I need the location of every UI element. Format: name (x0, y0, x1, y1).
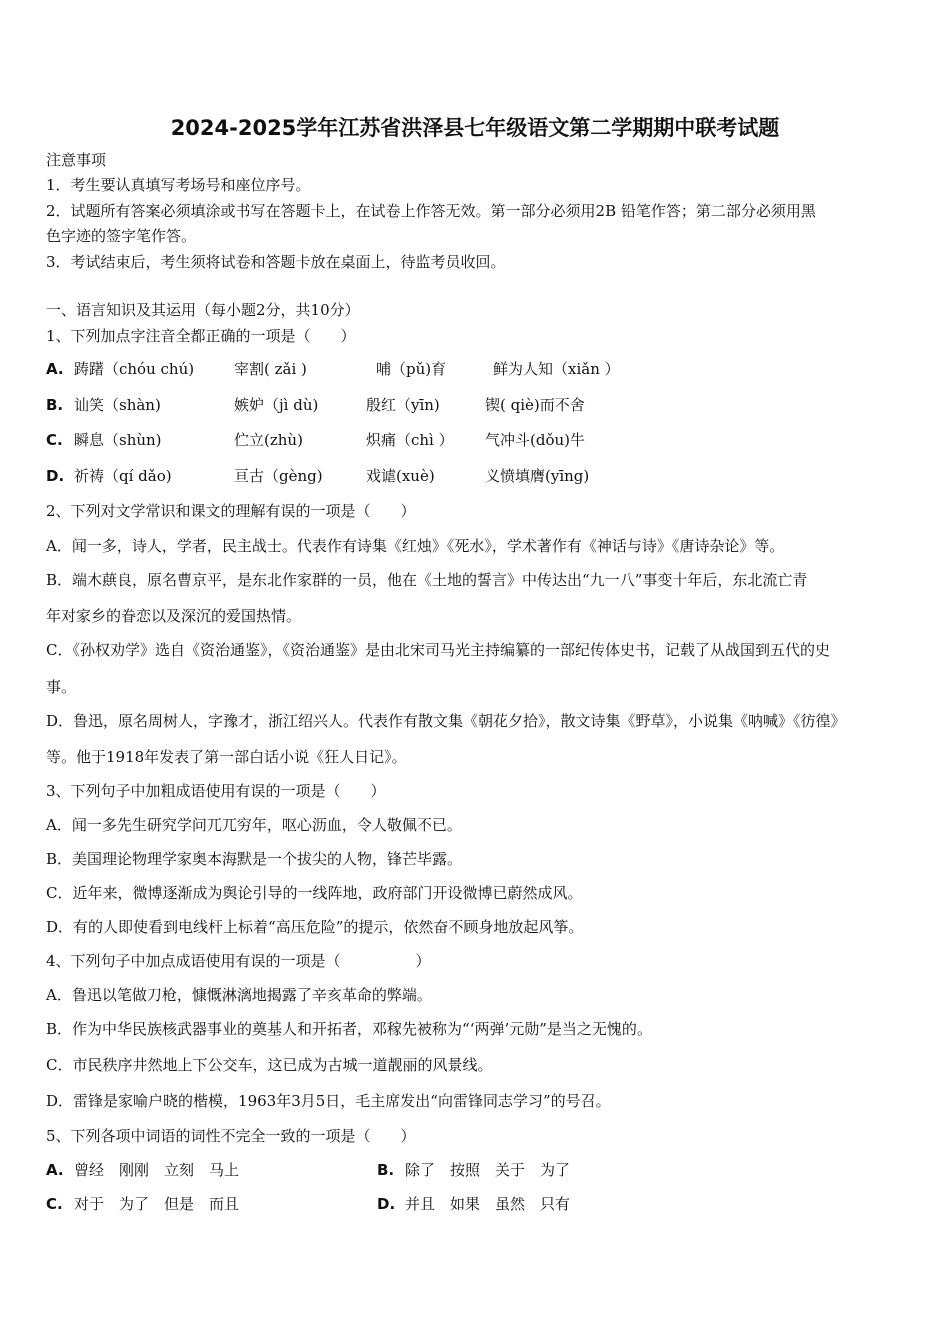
q3-option-c: C．近年来，微博逐渐成为舆论引导的一线阵地，政府部门开设微博已蔚然成风。 (46, 884, 583, 902)
question-5-stem: 5、下列各项中词语的词性不完全一致的一项是（ ） (46, 1127, 416, 1145)
q2-option-d-line2: 等。他于1918年发表了第一部白话小说《狂人日记》。 (46, 748, 407, 766)
notice-item: 色字迹的签字笔作答。 (46, 227, 197, 245)
option-item: 踌躇（chóu chú) (74, 360, 195, 378)
notice-item: 3．考试结束后，考生须将试卷和答题卡放在桌面上，待监考员收回。 (46, 253, 506, 271)
notice-item: 2．试题所有答案必须填涂或书写在答题卡上，在试卷上作答无效。第一部分必须用2B 铅笔作答；第二部分必须用黑 (46, 202, 816, 220)
question-1-stem: 1、下列加点字注音全都正确的一项是（ ） (46, 327, 356, 345)
q4-option-c: C．市民秩序井然地上下公交车，这已成为古城一道靓丽的风景线。 (46, 1056, 493, 1074)
question-4-stem: 4、下列句子中加点成语使用有误的一项是（ ） (46, 952, 431, 970)
notice-heading: 注意事项 (46, 151, 107, 169)
option-item: 瞬息（shùn) (74, 431, 162, 449)
option-label: C. (46, 1195, 63, 1213)
option-item: 戏谑(xuè) (366, 467, 435, 485)
q4-option-d: D．雷锋是家喻户晓的楷模，1963年3月5日，毛主席发出“向雷锋同志学习”的号召。 (46, 1092, 611, 1110)
option-item: 炽痛（chì ） (366, 431, 454, 449)
option-label: C. (46, 431, 63, 449)
option-item: 祈祷（qí dǎo) (74, 467, 172, 485)
option-label: B. (46, 396, 64, 414)
option-words: 并且 如果 虽然 只有 (405, 1195, 571, 1213)
q2-option-b-line1: B．端木蕻良，原名曹京平，是东北作家群的一员，他在《土地的誓言》中传达出“九一八”事变十年后，东北流亡青 (46, 571, 808, 589)
q2-option-a: A．闻一多，诗人，学者，民主战士。代表作有诗集《红烛》《死水》，学术著作有《神话与诗》《唐诗杂论》等。 (46, 537, 785, 555)
option-label: D. (46, 467, 65, 485)
option-item: 宰割( zǎi ) (234, 360, 307, 378)
q2-option-c-line1: C．《孙权劝学》选自《资治通鉴》，《资治通鉴》是由北宋司马光主持编纂的一部纪传体史书，记载了从战国到五代的史 (46, 641, 830, 659)
question-2-stem: 2、下列对文学常识和课文的理解有误的一项是（ ） (46, 502, 416, 520)
section-heading: 一、语言知识及其运用（每小题2分，共10分） (46, 301, 360, 319)
option-label: B. (377, 1161, 395, 1179)
option-words: 除了 按照 关于 为了 (405, 1161, 571, 1179)
q2-option-c-line2: 事。 (46, 678, 77, 696)
option-item: 伫立(zhù) (234, 431, 303, 449)
page-title: 2024-2025学年江苏省洪泽县七年级语文第二学期期中联考试题 (170, 116, 780, 140)
notice-item: 1．考生要认真填写考场号和座位序号。 (46, 176, 311, 194)
option-item: 气冲斗(dǒu)牛 (485, 431, 585, 449)
option-label: A. (46, 1161, 64, 1179)
q2-option-d-line1: D．鲁迅，原名周树人，字豫才，浙江绍兴人。代表作有散文集《朝花夕拾》，散文诗集《野草》，小说集《呐喊》《彷徨》 (46, 712, 846, 730)
option-words: 曾经 刚刚 立刻 马上 (74, 1161, 240, 1179)
option-label: A. (46, 360, 64, 378)
q3-option-b: B．美国理论物理学家奥本海默是一个拔尖的人物，锋芒毕露。 (46, 850, 463, 868)
option-item: 锲( qiè)而不舍 (485, 396, 585, 414)
q3-option-a: A．闻一多先生研究学问兀兀穷年，呕心沥血，令人敬佩不已。 (46, 816, 462, 834)
q4-option-a: A．鲁迅以笔做刀枪，慷慨淋漓地揭露了辛亥革命的弊端。 (46, 986, 432, 1004)
question-3-stem: 3、下列句子中加粗成语使用有误的一项是（ ） (46, 782, 386, 800)
q3-option-d: D．有的人即使看到电线杆上标着“高压危险”的提示，依然奋不顾身地放起风筝。 (46, 918, 584, 936)
option-item: 鲜为人知（xiǎn ） (493, 360, 620, 378)
option-item: 殷红（yīn) (366, 396, 440, 414)
option-item: 义愤填膺(yīng) (485, 467, 590, 485)
option-label: D. (377, 1195, 396, 1213)
q4-option-b: B．作为中华民族核武器事业的奠基人和开拓者，邓稼先被称为“‘两弹’元勋”是当之无愧的。 (46, 1020, 652, 1038)
option-item: 哺（pǔ)育 (376, 360, 447, 378)
option-words: 对于 为了 但是 而且 (74, 1195, 240, 1213)
option-item: 讪笑（shàn) (74, 396, 161, 414)
option-item: 亘古（gèng) (234, 467, 323, 485)
option-item: 嫉妒（jì dù) (234, 396, 319, 414)
q2-option-b-line2: 年对家乡的眷恋以及深沉的爱国热情。 (46, 607, 302, 625)
